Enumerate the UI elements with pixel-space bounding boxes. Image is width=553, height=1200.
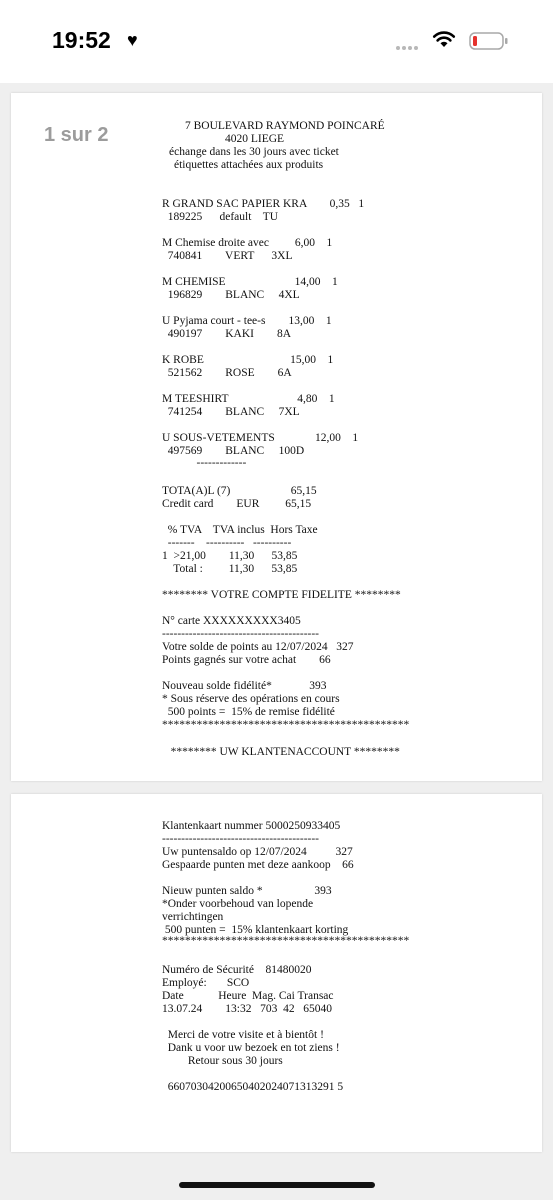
loyalty-discount: 500 points = 15% de remise fidélité xyxy=(162,706,335,718)
store-city: 4020 LIEGE xyxy=(225,133,285,145)
loyalty-banner: ******** VOTRE COMPTE FIDELITE ******** xyxy=(162,589,401,601)
item-line-detail: 189225 default TU xyxy=(162,211,279,223)
clock: 19:52 xyxy=(52,27,111,53)
klantenaccount-banner: ******** UW KLANTENACCOUNT ******** xyxy=(162,746,400,758)
points-balance: Votre solde de points au 12/07/2024 327 xyxy=(162,641,354,653)
transaction-values: 13.07.24 13:32 703 42 65040 xyxy=(162,1003,332,1015)
page-counter: 1 sur 2 xyxy=(44,124,109,146)
item-line-name: K ROBE 15,00 1 xyxy=(162,354,334,366)
battery-low-icon xyxy=(469,31,509,56)
tag-policy: étiquettes attachées aux produits xyxy=(174,159,324,171)
vat-dashes: ------- ---------- ---------- xyxy=(162,537,292,549)
payment-line: Credit card EUR 65,15 xyxy=(162,498,312,510)
transaction-header: Date Heure Mag. Cai Transac xyxy=(162,990,334,1002)
vat-total: Total : 11,30 53,85 xyxy=(162,563,298,575)
return-policy: Retour sous 30 jours xyxy=(162,1055,283,1067)
receipt-page-1[interactable] xyxy=(11,93,542,781)
nieuw-punten-saldo: Nieuw punten saldo * 393 xyxy=(162,885,332,897)
heart-icon: ♥ xyxy=(127,30,138,50)
signal-dots-icon xyxy=(396,37,420,55)
item-line-detail: 497569 BLANC 100D xyxy=(162,445,305,457)
points-earned: Points gagnés sur votre achat 66 xyxy=(162,654,331,666)
vat-header: % TVA TVA inclus Hors Taxe xyxy=(162,524,318,536)
store-address: 7 BOULEVARD RAYMOND POINCARÉ xyxy=(185,120,385,132)
korting-line: 500 punten = 15% klantenkaart korting xyxy=(162,924,349,936)
card-number: N° carte XXXXXXXXX3405 xyxy=(162,615,301,627)
vat-row: 1 >21,00 11,30 53,85 xyxy=(162,550,298,562)
loyalty-note: * Sous réserve des opérations en cours xyxy=(162,693,340,705)
total-line: TOTA(A)L (7) 65,15 xyxy=(162,485,317,497)
item-line-detail: 490197 KAKI 8A xyxy=(162,328,292,340)
klantenkaart-number: Klantenkaart nummer 5000250933405 xyxy=(162,820,341,832)
new-points-balance: Nouveau solde fidélité* 393 xyxy=(162,680,327,692)
item-line-name: U Pyjama court - tee-s 13,00 1 xyxy=(162,315,332,327)
voorbehoud-note-cont: verrichtingen xyxy=(162,911,224,923)
item-line-detail: 741254 BLANC 7XL xyxy=(162,406,300,418)
punten-gespaard: Gespaarde punten met deze aankoop 66 xyxy=(162,859,354,871)
star-divider: ******************************************* xyxy=(162,935,410,947)
item-line-name: U SOUS-VETEMENTS 12,00 1 xyxy=(162,432,359,444)
item-line-name: M Chemise droite avec 6,00 1 xyxy=(162,237,333,249)
item-line-name: R GRAND SAC PAPIER KRA 0,35 1 xyxy=(162,198,365,210)
wifi-icon xyxy=(432,30,456,53)
item-line-name: M TEESHIRT 4,80 1 xyxy=(162,393,335,405)
exchange-policy: échange dans les 30 jours avec ticket xyxy=(169,146,339,158)
punten-saldo: Uw puntensaldo op 12/07/2024 327 xyxy=(162,846,353,858)
home-indicator[interactable] xyxy=(179,1182,375,1188)
item-line-detail: 196829 BLANC 4XL xyxy=(162,289,300,301)
employee-line: Employé: SCO xyxy=(162,977,250,989)
divider: ------------- xyxy=(162,457,247,469)
item-line-detail: 521562 ROSE 6A xyxy=(162,367,292,379)
divider: ----------------------------------------- xyxy=(162,628,320,640)
security-number: Numéro de Sécurité 81480020 xyxy=(162,964,312,976)
thanks-nl: Dank u voor uw bezoek en tot ziens ! xyxy=(162,1042,340,1054)
thanks-fr: Merci de votre visite et à bientôt ! xyxy=(162,1029,324,1041)
star-divider: ******************************************* xyxy=(162,719,410,731)
item-line-name: M CHEMISE 14,00 1 xyxy=(162,276,338,288)
status-bar xyxy=(0,0,553,83)
item-line-detail: 740841 VERT 3XL xyxy=(162,250,293,262)
receipt-page-2[interactable] xyxy=(11,794,542,1152)
divider: ----------------------------------------- xyxy=(162,833,320,845)
barcode-number: 66070304200650402024071313291 5 xyxy=(162,1081,344,1093)
voorbehoud-note: *Onder voorbehoud van lopende xyxy=(162,898,314,910)
